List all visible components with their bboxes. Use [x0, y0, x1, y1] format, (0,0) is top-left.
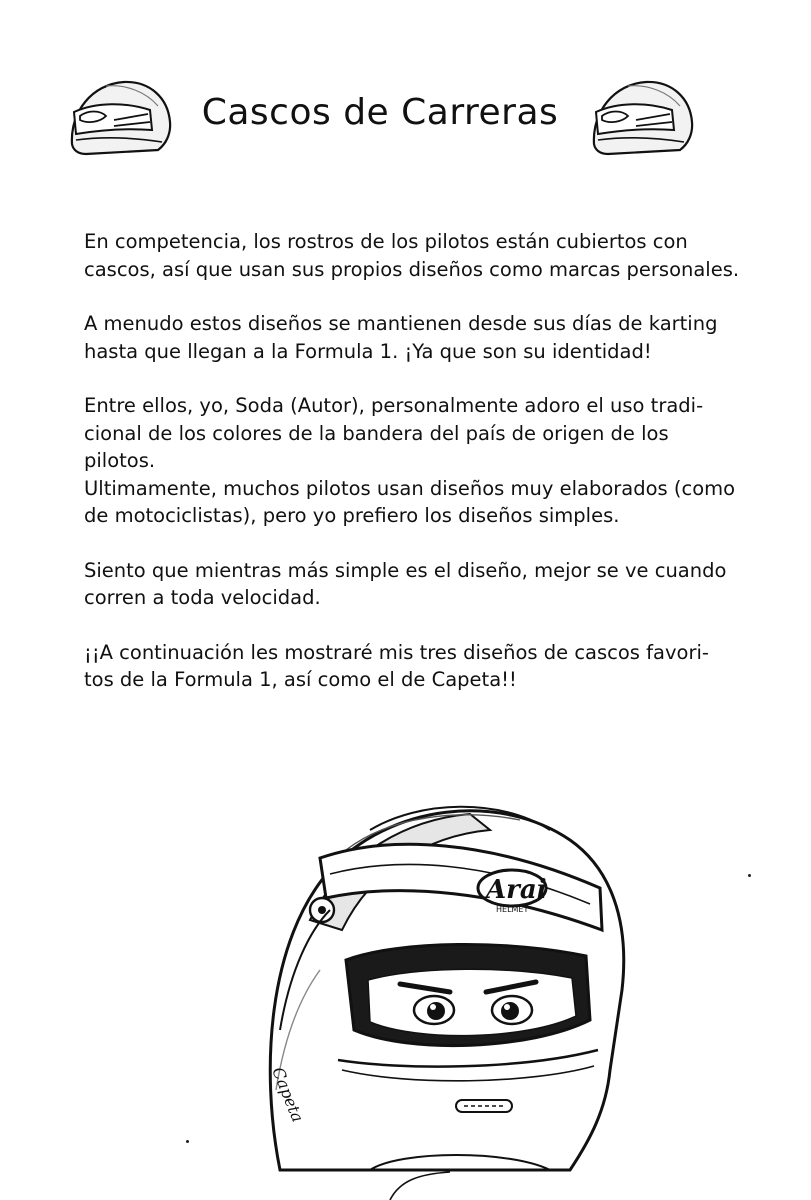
helmet-logo: Arai: [486, 875, 547, 905]
page-title: Cascos de Carreras: [201, 92, 559, 133]
paragraph: Siento que mientras más simple es el diseño, mejor se ve cuando corren a toda velocidad.: [84, 558, 727, 609]
speck: [748, 874, 751, 877]
paragraph: Entre ellos, yo, Soda (Autor), personalmente adoro el uso tradi- cional de los colores de la bandera del país de origen de los pilotos. Ultimamente, muchos pilotos usan diseños muy elaborados (como de motociclistas), pero yo prefiero los diseños simples.: [84, 394, 736, 527]
helmet-logo-sub: HELMET: [496, 905, 529, 914]
helmet-icon: [66, 72, 174, 162]
paragraph: ¡¡A continuación les mostraré mis tres diseños de cascos favori- tos de la Formula 1, así como el de Capeta!!: [84, 640, 709, 691]
helmet-illustration: [250, 770, 640, 1200]
paragraph: En competencia, los rostros de los pilotos están cubiertos con cascos, así que usan sus propios diseños como marcas personales.: [84, 230, 740, 281]
helmet-icon: [588, 72, 696, 162]
helmet-signature: Capeta: [268, 1064, 308, 1125]
paragraph: A menudo estos diseños se mantienen desde sus días de karting hasta que llegan a la Formula 1. ¡Ya que son su identidad!: [84, 312, 718, 363]
article-body: [84, 228, 744, 721]
speck: [186, 1140, 189, 1143]
